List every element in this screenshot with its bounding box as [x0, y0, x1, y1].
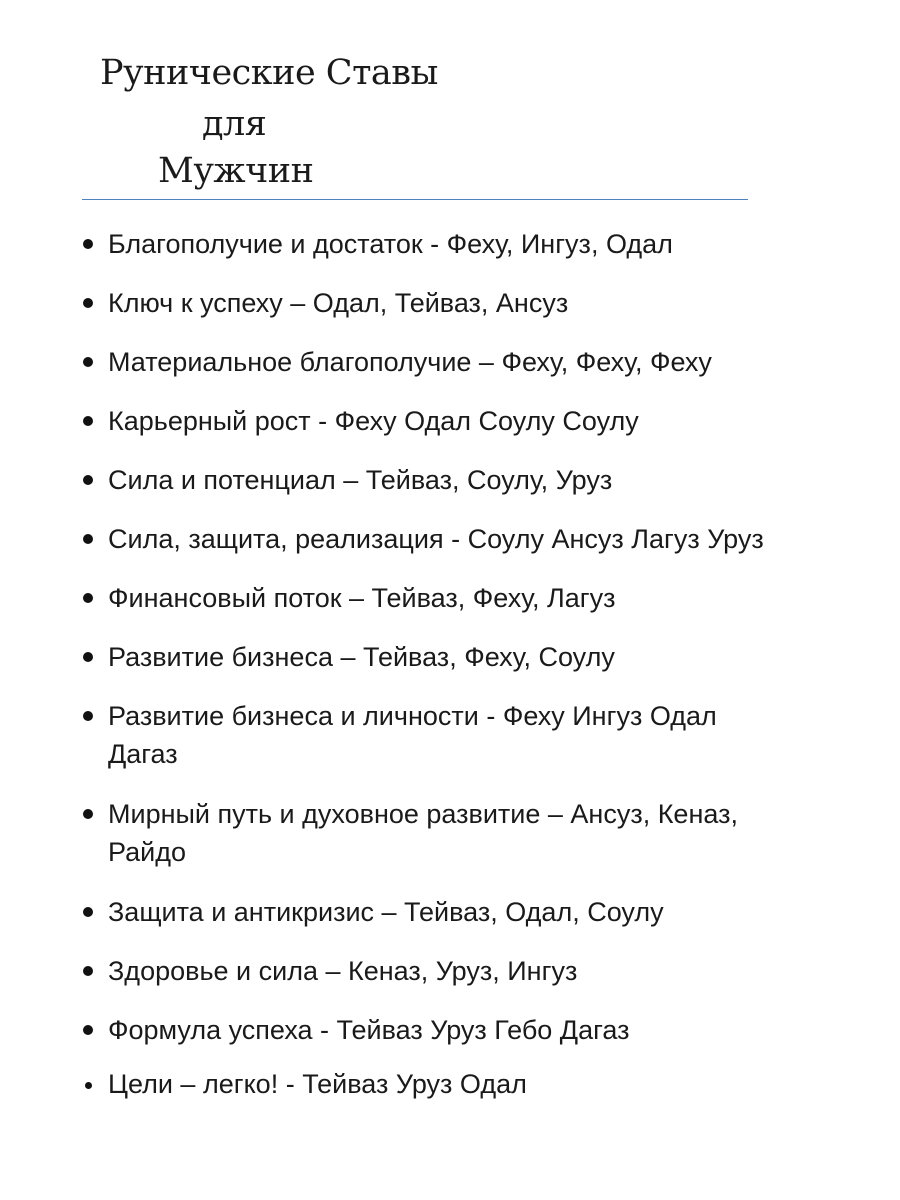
list-item	[108, 225, 798, 263]
list-item-text: Развитие бизнеса – Тейваз, Феху, Соулу	[108, 642, 615, 672]
list-item	[108, 1011, 798, 1049]
bullet-icon	[83, 711, 93, 721]
list-item	[108, 1065, 798, 1103]
list-item-text: Защита и антикризис – Тейваз, Одал, Соулу	[108, 897, 664, 927]
bullet-icon	[83, 593, 93, 603]
bullet-icon	[83, 809, 93, 819]
list-item	[108, 461, 798, 499]
list-item	[108, 402, 798, 440]
list-item	[108, 520, 798, 558]
list-item	[108, 893, 798, 931]
list-item-text: Развитие бизнеса и личности - Феху Ингуз Одал Дагаз	[108, 701, 717, 769]
list-item-text: Цели – легко! - Тейваз Уруз Одал	[108, 1069, 527, 1099]
list-item-text: Карьерный рост - Феху Одал Соулу Соулу	[108, 406, 639, 436]
page-title-line-3: Мужчин	[158, 151, 314, 191]
page-title-line-2: для	[202, 104, 267, 144]
bullet-icon	[83, 239, 93, 249]
bullet-icon	[83, 475, 93, 485]
list-item-text: Благополучие и достаток - Феху, Ингуз, Одал	[108, 229, 673, 259]
list-item-text: Формула успеха - Тейваз Уруз Гебо Дагаз	[108, 1015, 630, 1045]
list-item	[108, 795, 798, 871]
list-item-text: Сила и потенциал – Тейваз, Соулу, Уруз	[108, 465, 613, 495]
bullet-icon	[83, 652, 93, 662]
list-item	[108, 638, 798, 676]
bullet-icon	[83, 966, 93, 976]
bullet-icon	[83, 907, 93, 917]
list-item	[108, 952, 798, 990]
list-item	[108, 343, 798, 381]
bullet-icon	[83, 534, 93, 544]
bullet-icon	[83, 357, 93, 367]
bullet-icon	[83, 298, 93, 308]
list-item-text: Здоровье и сила – Кеназ, Уруз, Ингуз	[108, 956, 578, 986]
list-item-text: Сила, защита, реализация - Соулу Ансуз Лагуз Уруз	[108, 524, 764, 554]
list-item-text: Материальное благополучие – Феху, Феху, Феху	[108, 347, 712, 377]
bullet-icon	[83, 1025, 93, 1035]
page-title-line-1: Рунические Ставы	[100, 53, 438, 93]
list-item	[108, 579, 798, 617]
bullet-icon	[85, 1082, 92, 1089]
bullet-icon	[83, 416, 93, 426]
list-item-text: Ключ к успеху – Одал, Тейваз, Ансуз	[108, 288, 569, 318]
list-item	[108, 697, 768, 773]
list-item-text: Финансовый поток – Тейваз, Феху, Лагуз	[108, 583, 616, 613]
list-item-text: Мирный путь и духовное развитие – Ансуз, Кеназ, Райдо	[108, 799, 738, 867]
list-item	[108, 284, 798, 322]
